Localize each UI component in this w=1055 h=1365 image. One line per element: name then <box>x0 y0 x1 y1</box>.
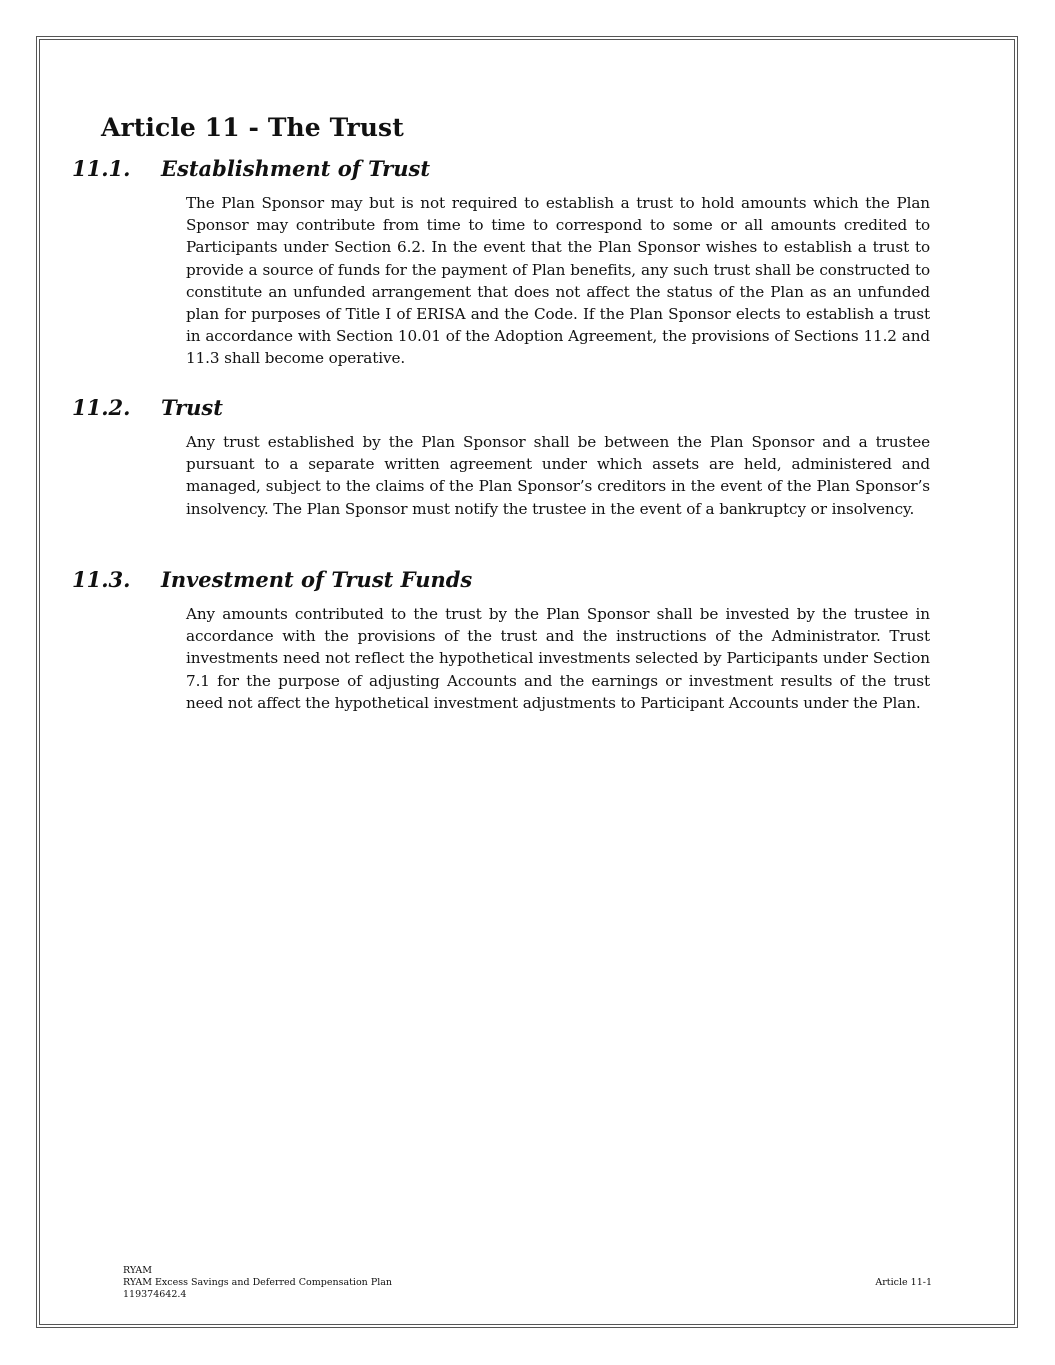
section-title: Investment of Trust Funds <box>161 567 473 592</box>
section-body: The Plan Sponsor may but is not required to establish a trust to hold amounts which the Plan Sponsor may contribute from time to time to correspond to some or all amounts credited to Participants under Section 6.2. In the event that the Plan Sponsor wishes to establish a trust to provide a source of funds for the payment of Plan benefits, any such trust shall be constructed to constitute an unfunded arrangement that does not affect the status of the Plan as an unfunded plan for purposes of Title I of ERISA and the Code. If the Plan Sponsor elects to establish a trust in accordance with Section 10.01 of the Adoption Agreement, the provisions of Sections 11.2 and 11.3 shall become operative. <box>186 194 930 368</box>
section-body: Any trust established by the Plan Sponsor shall be between the Plan Sponsor and a trustee pursuant to a separate written agreement under which assets are held, administered and managed, subject to the claims of the Plan Sponsor’s creditors in the event of the Plan Sponsor’s insolvency. The Plan Sponsor must notify the trustee in the event of a bankruptcy or insolvency. <box>186 433 930 518</box>
section-11-3 <box>72 567 932 714</box>
section-heading <box>72 156 932 182</box>
footer-company: RYAM <box>123 1265 152 1276</box>
article-title: Article 11 - The Trust <box>101 113 404 142</box>
footer-plan-name: RYAM Excess Savings and Deferred Compensation Plan <box>123 1277 393 1288</box>
section-11-2 <box>72 395 932 520</box>
section-number: 11.1. <box>72 156 131 181</box>
section-title: Trust <box>161 395 223 420</box>
page-footer <box>123 1265 932 1301</box>
footer-page-label: Article 11-1 <box>875 1277 932 1288</box>
section-11-1 <box>72 156 932 370</box>
section-body: Any amounts contributed to the trust by the Plan Sponsor shall be invested by the trustee in accordance with the provisions of the trust and the instructions of the Administrator. Trust investments need not reflect the hypothetical investments selected by Participants under Section 7.1 for the purpose of adjusting Accounts and the earnings or investment results of the trust need not affect the hypothetical investment adjustments to Participant Accounts under the Plan. <box>186 605 930 712</box>
section-number: 11.3. <box>72 567 131 592</box>
section-heading <box>72 567 932 593</box>
footer-row <box>123 1277 932 1289</box>
section-heading <box>72 395 932 421</box>
footer-doc-id: 119374642.4 <box>123 1289 187 1300</box>
section-title: Establishment of Trust <box>161 156 431 181</box>
section-number: 11.2. <box>72 395 131 420</box>
